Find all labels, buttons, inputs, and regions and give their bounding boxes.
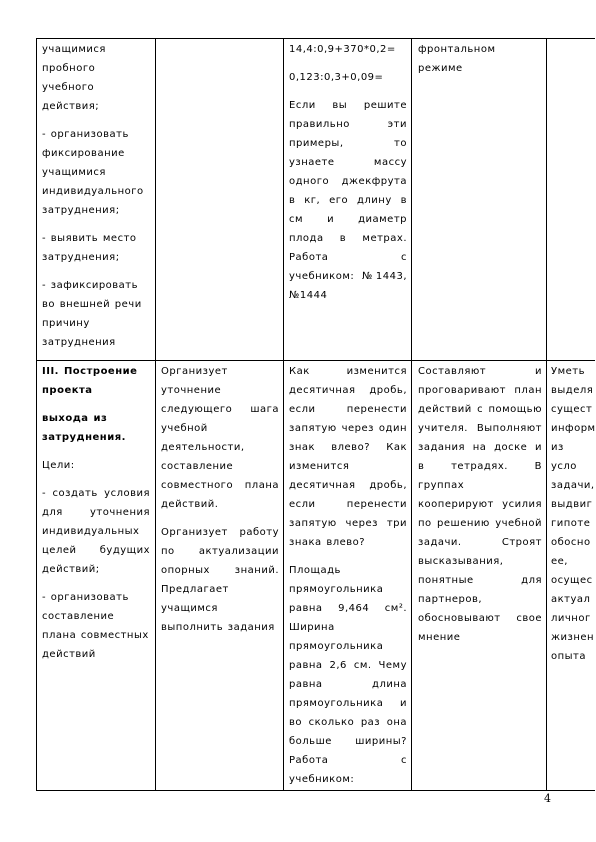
column-border [411, 38, 412, 791]
column-border [36, 38, 37, 791]
column-border [546, 38, 547, 791]
row1-col1-line: учащимися пробного учебного действия; [42, 44, 106, 112]
row2-col2-cell [161, 362, 279, 646]
row2-col1-cell [42, 362, 150, 673]
stage-title: выхода из затруднения. [42, 413, 126, 443]
table-top-border [36, 38, 595, 39]
teacher-activity: Организует работу по актуализации опорных знаний. Предлагает учащимся выполнить задания [161, 527, 279, 633]
goals-label: Цели: [42, 460, 75, 471]
row2-col4-cell [418, 362, 542, 656]
row1-col4-text: фронтальном режиме [418, 44, 496, 74]
row1-col1-cell [42, 40, 150, 361]
student-activity: Составляют и проговаривают план действий с помощью учителя. Выполняют задания на доске и в тетрадях. В группах кооперируют усилия по решению учебной задачи. Строят высказывания, понятные для партнеров, обосновывают свое мнение [418, 366, 542, 643]
page-number: 4 [544, 792, 551, 805]
column-border [155, 38, 156, 791]
goal-item: - создать условия для уточнения индивидуальных целей будущих действий; [42, 488, 150, 575]
stage-title: III. Построение проекта [42, 366, 138, 396]
row2-col5-cell [551, 362, 596, 675]
skills-text: Уметь выделя сущест информ из усло задачи, выдвиг гипоте обосно ее, осущес актуал личног жизнен опыта [551, 366, 596, 662]
row1-col1-line: - зафиксировать во внешней речи причину затруднения [42, 280, 142, 348]
row1-col1-line: - выявить место затруднения; [42, 233, 137, 263]
row1-col3-cell [289, 40, 407, 314]
row1-col3-line: 0,123:0,3+0,09= [289, 72, 384, 83]
task-text: Как изменится десятичная дробь, если перенести запятую через один знак влево? Как изменится десятичная дробь, если перенести запятую через три знака влево? [289, 366, 407, 548]
row1-col1-line: - организовать фиксирование учащимися индивидуального затруднения; [42, 129, 144, 216]
goal-item: - организовать составление плана совместных действий [42, 592, 149, 660]
row1-col3-line: 14,4:0,9+370*0,2= [289, 44, 396, 55]
row1-col3-line: Если вы решите правильно эти примеры, то узнаете массу одного джекфрута в кг, его длину в см и диаметр плода в метрах. Работа с учебником: №1443, №1444 [289, 100, 407, 301]
column-border [283, 38, 284, 791]
row1-col4-cell [418, 40, 542, 87]
task-text: Площадь прямоугольника равна 9,464 см². Ширина прямоугольника равна 2,6 см. Чему равна длина прямоугольника и во сколько раз она больше ширины? Работа с учебником: [289, 565, 407, 785]
row2-col3-cell [289, 362, 407, 798]
teacher-activity: Организует уточнение следующего шага учебной деятельности, составление совместного плана действий. [161, 366, 279, 510]
